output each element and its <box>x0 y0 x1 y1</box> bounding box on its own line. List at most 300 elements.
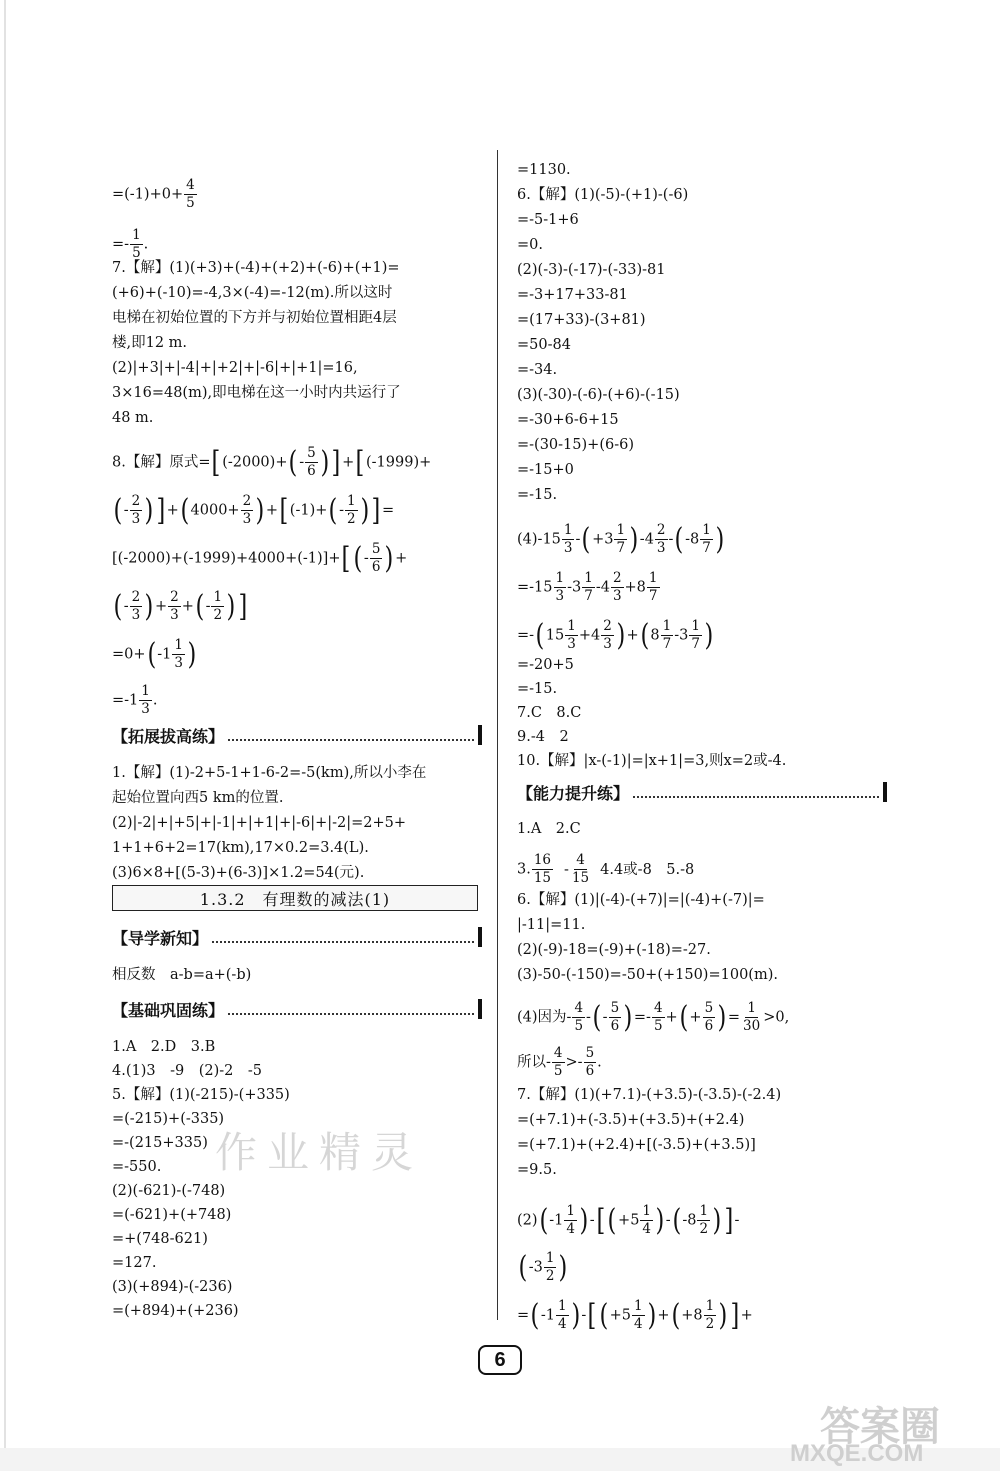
denominator: 7 <box>702 540 711 556</box>
denominator: 3 <box>141 701 150 717</box>
subsection-title-text: 1.3.2 有理数的减法(1) <box>199 889 391 909</box>
text: -4 <box>639 531 654 548</box>
fraction <box>704 1298 717 1333</box>
r-line: =-3+17+33-81 <box>517 287 628 303</box>
q8-line-4 <box>112 589 249 624</box>
r-line: =-20+5 <box>517 657 574 673</box>
numerator: 2 <box>131 589 141 605</box>
fraction <box>632 1298 645 1333</box>
numerator: 1 <box>584 570 593 586</box>
text: 15 <box>545 627 565 644</box>
fraction <box>241 493 254 528</box>
bracket: [ <box>341 540 351 576</box>
step-line <box>112 227 148 262</box>
text: -8 <box>682 1212 697 1229</box>
denominator: 6 <box>585 1063 595 1079</box>
paren: ) <box>718 1297 728 1333</box>
fraction <box>172 637 185 672</box>
a-line-8 <box>517 1045 602 1080</box>
fraction <box>562 522 575 557</box>
section-title: 【能力提升练】 <box>517 785 630 803</box>
basic-line-11: (3)(+894)-(-236) <box>112 1279 233 1295</box>
paren: ) <box>144 492 154 528</box>
text: - <box>123 502 129 519</box>
paren: ( <box>592 999 602 1035</box>
basic-line-6: =-550. <box>112 1159 162 1175</box>
denominator: 4 <box>566 1221 575 1237</box>
text: - <box>586 1009 591 1026</box>
numerator: 2 <box>170 589 179 605</box>
r-line: =0. <box>517 237 543 253</box>
paren: ( <box>599 1297 609 1333</box>
text: +3 <box>592 531 614 548</box>
denominator: 4 <box>642 1221 652 1237</box>
paren: ( <box>539 1202 548 1238</box>
text: 8 <box>650 627 660 644</box>
paren: ( <box>180 492 190 528</box>
paren: ) <box>187 636 197 672</box>
r-line: (2)(-3)-(-17)-(-33)-81 <box>517 262 666 278</box>
text: 4000+ <box>190 502 240 519</box>
bracket: ] <box>238 588 248 624</box>
fraction <box>184 177 197 212</box>
fraction <box>582 570 595 605</box>
section-bar <box>478 725 482 745</box>
text: -8 <box>685 531 700 548</box>
r-line: =-15. <box>517 681 558 697</box>
q8-line-3 <box>112 541 407 576</box>
q8-line-1 <box>112 445 431 480</box>
basic-line-12: =(+894)+(+236) <box>112 1303 239 1319</box>
denominator: 6 <box>610 1018 620 1034</box>
numerator: 1 <box>174 637 183 653</box>
paren: ( <box>674 521 684 557</box>
text: -3 <box>567 579 582 596</box>
basic-line-9: =+(748-621) <box>112 1231 208 1247</box>
text: -1 <box>549 1212 564 1229</box>
section-title: 【导学新知】 <box>112 930 209 948</box>
r-line: =-(30-15)+(6-6) <box>517 437 634 453</box>
numerator: 5 <box>585 1045 595 1061</box>
r-line-17 <box>517 618 715 653</box>
basic-line-4: =(-215)+(-335) <box>112 1111 225 1127</box>
subsection-title <box>112 885 478 911</box>
q7-line-6: 3×16=48(m),即电梯在这一小时内共运行了 <box>112 385 401 401</box>
numerator: 1 <box>705 1298 715 1314</box>
numerator: 1 <box>747 1000 756 1016</box>
basic-line-8: =(-621)+(+748) <box>112 1207 232 1223</box>
fraction <box>661 618 674 653</box>
numerator: 5 <box>307 445 316 461</box>
section-bar <box>478 999 482 1019</box>
a-line: =(+7.1)+(-3.5)+(+3.5)+(+2.4) <box>517 1112 745 1128</box>
dotted-leader <box>228 1003 474 1015</box>
bracket: [ <box>587 1297 597 1333</box>
fraction <box>130 493 143 528</box>
bracket: [ <box>211 444 221 480</box>
fraction <box>552 1045 565 1080</box>
a-line-7 <box>517 1000 789 1035</box>
denominator: 7 <box>662 636 672 652</box>
e1-line-1: 1.【解】(1)-2+5-1+1-6-2=-5(km),所以小李在 <box>112 765 427 781</box>
text: (4)-15 <box>517 531 561 548</box>
paren: ) <box>579 1202 589 1238</box>
text: (-1999)+ <box>366 454 432 471</box>
numerator: 1 <box>563 522 573 538</box>
denominator: 3 <box>555 588 565 604</box>
text: >- <box>565 1054 583 1071</box>
numerator: 1 <box>213 589 223 605</box>
text: 3. <box>517 861 531 878</box>
basic-line-5: =-(215+335) <box>112 1135 208 1151</box>
text: + <box>395 550 408 567</box>
r-line: 10.【解】|x-(-1)|=|x+1|=3,则x=2或-4. <box>517 753 787 769</box>
a-line-15 <box>517 1298 753 1333</box>
paren: ) <box>384 540 394 576</box>
bracket: ] <box>724 1202 734 1238</box>
numerator: 1 <box>616 522 626 538</box>
section-ability <box>517 780 887 804</box>
numerator: 4 <box>553 1045 563 1061</box>
fraction <box>601 618 614 653</box>
text: -1 <box>540 1307 555 1324</box>
numerator: 1 <box>347 493 356 509</box>
text: + <box>166 502 179 519</box>
q7-line-3: 电梯在初始位置的下方并与初始位置相距4层 <box>112 310 397 326</box>
fraction <box>640 1203 653 1238</box>
denominator: 7 <box>648 588 658 604</box>
q7-line-5: (2)|+3|+|-4|+|+2|+|-6|+|+1|=16, <box>112 360 358 376</box>
fraction <box>703 1000 716 1035</box>
text: (4)因为- <box>517 1009 572 1026</box>
a-line: 1.A 2.C <box>517 821 581 837</box>
text: - <box>581 1307 587 1324</box>
denominator: 3 <box>567 636 576 652</box>
dotted-leader <box>212 931 474 943</box>
text: + <box>740 1307 753 1324</box>
denominator: 3 <box>131 511 141 527</box>
paren: ( <box>146 636 156 672</box>
numerator: 5 <box>371 541 381 557</box>
fraction <box>532 852 553 887</box>
paren: ( <box>535 617 545 653</box>
text: 所以- <box>517 1054 551 1071</box>
text: -3 <box>528 1259 543 1276</box>
numerator: 1 <box>691 618 700 634</box>
fraction <box>609 1000 622 1035</box>
denominator: 5 <box>132 245 141 261</box>
text: 4.4或-8 5.-8 <box>600 861 695 878</box>
text: -4 <box>595 579 610 596</box>
text: - <box>668 531 674 548</box>
r-line: 6.【解】(1)(-5)-(+1)-(-6) <box>517 187 689 203</box>
watermark-url: MXQE.COM <box>790 1440 924 1467</box>
section-extend <box>112 723 482 747</box>
text: =- <box>517 627 535 644</box>
text: =- <box>112 236 130 253</box>
bracket: [ <box>279 492 289 528</box>
paren: ) <box>616 617 626 653</box>
r-line: =-15+0 <box>517 462 574 478</box>
r-line: =-5-1+6 <box>517 212 579 228</box>
fraction <box>655 522 668 557</box>
text: - <box>589 1212 595 1229</box>
fraction <box>565 618 578 653</box>
basic-line-2: 4.(1)3 -9 (2)-2 -5 <box>112 1063 263 1079</box>
paren: ) <box>712 1202 722 1238</box>
text: . <box>143 236 149 253</box>
text: =-1 <box>112 692 139 709</box>
dotted-leader <box>228 729 474 741</box>
r-line: =(17+33)-(3+81) <box>517 312 646 328</box>
numerator: 4 <box>653 1000 663 1016</box>
e1-line-5: (3)6×8+[(5-3)+(6-3)]×1.2=54(元). <box>112 865 365 881</box>
text: - <box>575 531 581 548</box>
section-guide <box>112 925 482 949</box>
text: +8 <box>681 1307 703 1324</box>
text: -3 <box>674 627 689 644</box>
numerator: 1 <box>545 1250 555 1266</box>
numerator: 4 <box>576 852 585 868</box>
paren: ( <box>672 1202 681 1238</box>
text: (-2000)+ <box>222 454 288 471</box>
denominator: 30 <box>743 1018 761 1034</box>
a-line: 6.【解】(1)|(-4)-(+7)|=|(-4)+(-7)|= <box>517 892 765 908</box>
watermark-stamp: 作业精灵 <box>215 1128 424 1177</box>
section-basic <box>112 997 482 1021</box>
text: =(-1)+0+ <box>112 186 184 203</box>
paren: ( <box>670 1297 680 1333</box>
numerator: 2 <box>612 570 622 586</box>
e1-line-4: 1+1+6+2=17(km),17×0.2=3.4(L). <box>112 840 369 856</box>
paren: ( <box>288 444 298 480</box>
denominator: 2 <box>213 607 223 623</box>
text: -1 <box>157 646 172 663</box>
section-title: 【拓展拔高练】 <box>112 728 225 746</box>
paren: ) <box>255 492 265 528</box>
numerator: 2 <box>603 618 612 634</box>
text: + <box>181 598 194 615</box>
text: + <box>657 1307 670 1324</box>
text: + <box>626 627 639 644</box>
denominator: 2 <box>347 511 356 527</box>
denominator: 15 <box>571 870 590 886</box>
paren: ) <box>629 521 639 557</box>
r-line: 7.C 8.C <box>517 705 582 721</box>
paren: ( <box>328 492 338 528</box>
denominator: 5 <box>553 1063 563 1079</box>
text: . <box>152 692 158 709</box>
paren: ) <box>144 588 154 624</box>
numerator: 1 <box>634 1298 643 1314</box>
r-line: =1130. <box>517 162 571 178</box>
text: - <box>734 1212 740 1229</box>
text: (2) <box>517 1212 538 1229</box>
numerator: 4 <box>186 177 195 193</box>
a-line: 7.【解】(1)(+7.1)-(+3.5)-(-3.5)-(-2.4) <box>517 1087 782 1103</box>
numerator: 1 <box>642 1203 652 1219</box>
e1-line-3: (2)|-2|+|+5|+|-1|+|+1|+|-6|+|-2|=2+5+ <box>112 815 407 831</box>
fraction <box>370 541 383 576</box>
bracket: ] <box>156 492 166 528</box>
fraction <box>211 589 224 624</box>
text: + <box>689 1009 702 1026</box>
section-title: 【基础巩固练】 <box>112 1002 225 1020</box>
numerator: 1 <box>558 1298 567 1314</box>
denominator: 5 <box>574 1018 584 1034</box>
fraction <box>556 1298 569 1333</box>
text: [(-2000)+(-1999)+4000+(-1)]+ <box>112 550 341 567</box>
text: - <box>665 1212 671 1229</box>
numerator: 5 <box>704 1000 714 1016</box>
paren: ) <box>655 1202 665 1238</box>
paren: ) <box>360 492 369 528</box>
denominator: 3 <box>174 655 183 671</box>
numerator: 1 <box>141 683 150 699</box>
text: = <box>382 502 395 519</box>
paren: ) <box>320 444 329 480</box>
text: - <box>123 598 129 615</box>
numerator: 2 <box>242 493 252 509</box>
fraction <box>130 227 143 262</box>
text: + <box>265 502 279 519</box>
a-line: =9.5. <box>517 1162 557 1178</box>
basic-line-10: =127. <box>112 1255 157 1271</box>
denominator: 15 <box>533 870 552 886</box>
denominator: 3 <box>563 540 573 556</box>
numerator: 16 <box>533 852 552 868</box>
section-bar <box>478 927 482 947</box>
text: + <box>342 454 355 471</box>
numerator: 1 <box>702 522 711 538</box>
q8-line-2 <box>112 493 394 528</box>
numerator: 2 <box>656 522 666 538</box>
denominator: 3 <box>656 540 666 556</box>
text: . <box>597 1054 602 1071</box>
q7-line-1: 7.【解】(1)(+3)+(-4)+(+2)+(-6)+(+1)= <box>112 260 400 276</box>
fraction <box>305 445 318 480</box>
bracket: ] <box>371 492 381 528</box>
text: +5 <box>609 1307 632 1324</box>
denominator: 2 <box>545 1268 555 1284</box>
fraction <box>168 589 181 624</box>
numerator: 5 <box>610 1000 620 1016</box>
page-number: 6 <box>478 1345 522 1375</box>
r-line-16 <box>517 570 661 605</box>
denominator: 7 <box>616 540 626 556</box>
basic-line-7: (2)(-621)-(-748) <box>112 1183 226 1199</box>
text: >0, <box>763 1009 790 1026</box>
bracket: ] <box>730 1297 740 1333</box>
fraction <box>130 589 143 624</box>
text: =-15 <box>517 579 553 596</box>
text: - <box>205 598 211 615</box>
denominator: 5 <box>653 1018 663 1034</box>
numerator: 1 <box>566 1203 575 1219</box>
fraction <box>564 1203 577 1238</box>
text: + <box>154 598 168 615</box>
bracket: [ <box>355 444 365 480</box>
r-line: =-15. <box>517 487 558 503</box>
e1-line-2: 起始位置向西5 km的位置. <box>112 790 284 806</box>
numerator: 1 <box>132 227 141 243</box>
paren: ) <box>558 1249 568 1285</box>
fraction <box>554 570 567 605</box>
fraction <box>570 852 591 887</box>
denominator: 3 <box>131 607 141 623</box>
basic-line-1: 1.A 2.D 3.B <box>112 1039 216 1055</box>
denominator: 6 <box>371 559 381 575</box>
denominator: 2 <box>699 1221 709 1237</box>
basic-line-3: 5.【解】(1)(-215)-(+335) <box>112 1087 290 1103</box>
paren: ( <box>518 1249 528 1285</box>
section-bar <box>883 782 887 802</box>
a-line: (3)-50-(-150)=-50+(+150)=100(m). <box>517 967 778 983</box>
text: = <box>517 1307 530 1324</box>
a-line-13 <box>517 1203 739 1238</box>
text: =- <box>633 1009 651 1026</box>
paren: ( <box>113 588 123 624</box>
fraction <box>544 1250 557 1285</box>
guide-text: 相反数 a-b=a+(-b) <box>112 967 252 983</box>
bracket: [ <box>596 1202 605 1238</box>
r-line-15 <box>517 522 726 557</box>
paren: ) <box>623 999 633 1035</box>
denominator: 3 <box>170 607 179 623</box>
denominator: 3 <box>242 511 252 527</box>
paren: ) <box>226 588 236 624</box>
numerator: 1 <box>567 618 576 634</box>
numerator: 4 <box>574 1000 584 1016</box>
a-line-14 <box>517 1250 569 1285</box>
q7-line-2: (+6)+(-10)=-4,3×(-4)=-12(m).所以这时 <box>112 285 393 301</box>
paren: ( <box>530 1297 540 1333</box>
page-edge <box>4 0 6 1471</box>
text: +8 <box>624 579 646 596</box>
paren: ( <box>607 1202 617 1238</box>
r-line: =50-84 <box>517 337 571 353</box>
q8-line-6 <box>112 683 157 718</box>
paren: ( <box>353 540 363 576</box>
paren: ) <box>717 999 727 1035</box>
step-line <box>112 177 198 212</box>
paren: ( <box>113 492 123 528</box>
fraction <box>652 1000 665 1035</box>
text: = <box>727 1009 741 1026</box>
paren: ) <box>715 521 725 557</box>
denominator: 7 <box>691 636 700 652</box>
a-line: (2)(-9)-18=(-9)+(-18)=-27. <box>517 942 711 958</box>
fraction <box>697 1203 710 1238</box>
text: =0+ <box>112 646 146 663</box>
denominator: 3 <box>612 588 622 604</box>
fraction <box>700 522 713 557</box>
text: - <box>363 550 369 567</box>
paren: ( <box>640 617 649 653</box>
r-line: 9.-4 2 <box>517 729 569 745</box>
text: +5 <box>618 1212 640 1229</box>
fraction <box>139 683 152 718</box>
paren: ) <box>647 1297 656 1333</box>
a-line: =(+7.1)+(+2.4)+[(-3.5)+(+3.5)] <box>517 1137 756 1153</box>
text: - <box>564 861 569 878</box>
text: (-1)+ <box>289 502 328 519</box>
numerator: 2 <box>131 493 141 509</box>
text: - <box>602 1009 608 1026</box>
numerator: 1 <box>648 570 658 586</box>
paren: ( <box>195 588 205 624</box>
r-line: =-30+6-6+15 <box>517 412 619 428</box>
